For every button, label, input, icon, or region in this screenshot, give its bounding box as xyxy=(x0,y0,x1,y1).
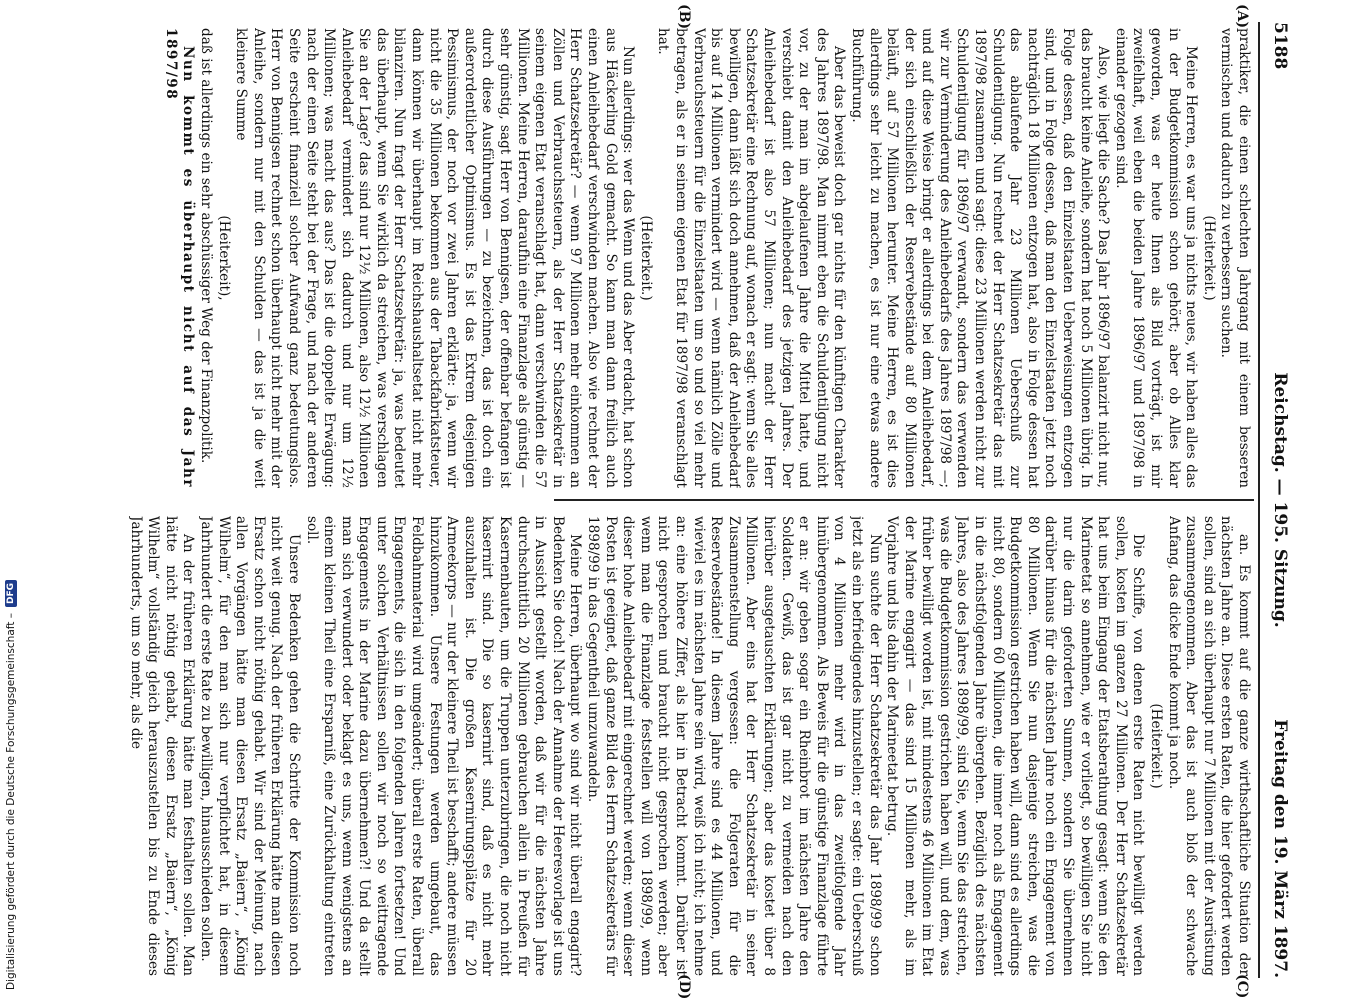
paragraph: Unsere Bedenken gehen die Schritte der Kommission noch nicht weit genug. Nach der früheren Erklärung hätte man diesen Ersatz schon nicht nöthig gehabt. Wir sind der Meinung, nach allen Vorgängen hätte man diesen Ersatz „Baiern“, „König Wilhelm“, für den man sich nur verpflichtet hat, in diesem Jahrhundert die erste Rate zu bewilligen, hinausschieden sollen. xyxy=(197,516,302,976)
margin-letter-a: (A) xyxy=(1234,4,1250,29)
paragraph: Aber das beweist doch gar nichts für den künftigen Charakter des Jahres 1897/98. Man nimmt eben die Schuldentilgung nicht vor, zu der man im abgelaufenen Jahre die Mittel hatte, und verschiebt damit den Anleihebedarf des jetzigen Jahres. Der Anleihebedarf ist also 57 Millionen; nun macht der Herr Schatzsekretär eine Rechnung auf, wonach er sagt: wenn Sie alles bewilligen, dann läßt sich doch annehmen, daß der Anleihebedarf bis auf 14 Millionen vermindert wird — wenn nämlich Zölle und Verbrauchssteuern für die Einzelstaaten um so und so viel mehr betragen, als er in seinem eigenen Etat für 1897/98 veranschlagt hat. xyxy=(655,28,848,488)
paragraph: An der früheren Erklärung hätte man festhalten sollen. Man hätte nicht nöthig gehabt, diesen Ersatz „Baiern“, „König Wilhelm“ vollständig gleich herauszustellen bis zu Ende dieses Jahrhunderts, um so mehr, als die xyxy=(127,516,197,976)
footer-text: Digitalisierung gefördert durch die Deutsche Forschungsgemeinschaft – xyxy=(5,613,17,990)
page-number: 5188 xyxy=(1270,22,1290,70)
footer xyxy=(0,0,22,1000)
paragraph: Also, wie liegt die Sache? Das Jahr 1896/97 balanzirt nicht nur, das braucht keine Anleihe, sondern hat noch 5 Millionen übrig. In Folge dessen, daß den Einzelstaaten Ueberweisungen entzogen sind, und in Folge dessen, daß man den Einzelstaaten jetzt noch nachträglich 18 Millionen entzogen hat, also in Folge dessen hat das ablaufende Jahr 23 Millionen Ueberschuß zur Schuldentilgung. Nun rechnet der Herr Schatzsekretär das mit 1897/98 zusammen und sagt: diese 23 Millionen werden nicht zur Schuldentilgung für 1896/97 verwandt, sondern das verwenden wir zur Verminderung des Anleihebedarfs des Jahres 1897/98 —; und auf diese Weise bringt er allerdings bei dem Anleihebedarf, der sich einschließlich der Reservebestände auf 80 Millionen beläuft, auf 57 Millionen herunter. Meine Herren, es ist dies allerdings sehr leicht zu machen, es ist nur eine etwas andere Buchführung. xyxy=(848,28,1112,488)
page-title: Reichstag. — 195. Sitzung. xyxy=(1270,372,1290,628)
dfg-logo: DFG xyxy=(5,580,17,607)
paragraph: Meine Herren, überhaupt wo sind wir nicht überall engagirt? Bedenken Sie doch! Nach der Annahme der Heeresvorlage ist uns in Aussicht gestellt worden, daß wir für die nächsten Jahre durchschnittlich 20 Millionen gebrauchen allein in Preußen für Kasernenbauten, um die Truppen unterzubringen, die noch nicht kasernirt sind. Die so kasernirt sind, daß es nicht mehr auszuhalten ist. Die großen Kasernirungsplätze für 20 Armeekorps — nur der kleinere Theil ist beschafft; andere müssen hinzukommen. Unsere Festungen werden umgebaut, das Feldbahnmaterial wird umgeändert; überall erste Raten, überall Engagements, die sich in den folgenden Jahren fortsetzen! Und unter solchen Verhältnissen sollen wir noch so weittragende Engagements in der Marine dazu übernehmen?! Und da stellt man sich verwundert oder beklagt es uns, wenn wenigstens an einem kleinen Theil eine Ersparniß, eine Zurückhaltung eintreten soll. xyxy=(303,516,584,976)
margin-letter-b: (B) xyxy=(676,4,692,30)
paragraph: Nun allerdings: wer das Wenn und das Aber erdacht, hat schon aus Häckerling Gold gemacht. So kann man dann freilich auch einen Anleihebedarf verschwinden machen. Also wie rechnet der Herr Schatzsekretär? — wenn 97 Millionen mehr einkommen an Zöllen und Verbrauchssteuern, als der Herr Schatzsekretär in seinem eigenen Etat veranschlagt hat, dann verschwinden die 57 Millionen. Meine Herren, daraufhin eine Finanzlage als günstig — sehr günstig, sagt Herr von Bennigsen, der offenbar befangen ist durch diese Ausführungen — zu bezeichnen, das ist doch ein außerordentlicher Optimismus. Es ist das Extrem desjenigen Pessimismus, der noch vor zwei Jahren erklärte: ja, wenn wir nicht die 35 Millionen bekommen aus der Tabackfabrikatsteuer, dann können wir überhaupt im Reichshaushaltsetat nicht mehr bilanziren. Nun fragt der Herr Schatzsekretär: ja, was bedeutet das überhaupt, wenn Sie wirklich da streichen, was verschlagen Sie an der Lage? das sind nur 12½ Millionen, also 12½ Millionen Anleihebedarf vermindert sich dadurch und nur um 12½ Millionen; was macht das aus? Das ist die doppelte Erwägung: nach der einen Seite steht bei der Frage, und nach der anderen Seite erscheint finanziell solcher Aufwand ganz bedeutungslos. Herr von Bennigsen rechnet schon überhaupt nicht mehr mit der Anleihe, sondern nur mit den Schulden — das ist ja die weit kleinere Summe xyxy=(233,28,637,488)
newspaper-page xyxy=(2,0,1302,1000)
paragraph: Nun kommt es überhaupt nicht auf das Jahr 1897/98 xyxy=(162,28,197,488)
text-column-left xyxy=(12,28,1252,488)
paragraph: Nun suchte der Herr Schatzsekretär das Jahr 1898/99 schon jetzt als ein befriedigendes hinzustellen; er sagte: ein Ueberschuß von 4 Millionen mehr wird in das zweitfolgende Jahr hinübergenommen. Als Beweis für die günstige Finanzlage führte er an: wir geben sogar ein Rheinbrot im nächsten Jahre den Soldaten. Gewiß, das ist gar nicht zu vermeiden nach den hierüber ausgetauschten Erklärungen; aber das kostet über 8 Millionen. Aber eins hat der Herr Schatzsekretär in seiner Zusammenstellung vergessen: die Folgeraten für die Reservebestände! In diesem Jahre sind es 44 Millionen, und wieviel es im nächsten Jahre sein wird, weiß ich nicht; ich nehme an: eine höhere Ziffer, als hier in Betracht kommt. Darüber ist nicht gesprochen und braucht nicht gesprochen werden; aber wenn man die Finanzlage feststellen will von 1898/99, wenn dieser hohe Anleihebedarf mit eingerechnet werden; wenn dieser Posten ist geeignet, daß ganze Bild des Herrn Schatzsekretärs für 1898/99 in das Gegentheil umzuwandeln. xyxy=(585,516,883,976)
paragraph: (Heiterkeit.) xyxy=(1148,703,1165,789)
text-column-right xyxy=(12,516,1252,976)
footer-strip xyxy=(0,0,22,1000)
page-date: Freitag den 19. März 1897. xyxy=(1270,719,1290,978)
column-divider xyxy=(554,499,1254,501)
page-header xyxy=(1262,22,1298,978)
margin-letter-c: (C) xyxy=(1234,974,1250,999)
paragraph: an. Es kommt auf die ganze wirthschaftliche Situation der nächsten Jahre an. Diese ersten Raten, die hier gefordert werden sollen, sind an sich überhaupt nur 7 Millionen mit der Ausrüstung zusammengenommen. Aber das ist auch bloß der schwache Anfang, das dicke Ende kommt ja noch. xyxy=(1165,516,1252,976)
paragraph: Die Schiffe, von denen erste Raten nicht bewilligt werden sollen, kosten im ganzen 27 Millionen. Der Herr Schatzsekretär hat uns beim Eingang der Etatsberathung gesagt: wenn Sie den Marineetat so annehmen, wie er vorliegt, so bewilligen Sie nicht nur die darin geforderten Summen, sondern Sie übernehmen darüber hinaus für die nächsten Jahre noch ein Engagement von 80 Millionen. Wenn Sie nun dasjenige streichen, was die Budgetkommission gestrichen haben will, dann sind es allerdings nicht 80, sondern 60 Millionen, die immer noch als Engagement in die nächstfolgenden Jahre übergehen. Bezüglich des nächsten Jahres, also des Jahres 1898/99, sind Sie, wenn Sie das streichen, was die Budgetkommission gestrichen haben will, und dem, was früher bewilligt worden ist, mit mindestens 46 Millionen im Etat der Marine engagirt — das sind 15 Millionen mehr, als im Vorjahre und bis dahin der Marineetat betrug. xyxy=(884,516,1147,976)
paragraph: (Heiterkeit.) xyxy=(637,215,654,301)
paragraph: praktiker, die einen schlechten Jahrgang mit einem besseren vermischen und dadurch zu verbessern suchen. xyxy=(1218,28,1252,488)
paragraph: (Heiterkeit.) xyxy=(1200,215,1217,301)
paragraph: (Heiterkeit), xyxy=(215,215,232,301)
margin-letter-d: (D) xyxy=(676,974,692,1000)
header-rule xyxy=(1258,22,1260,978)
paragraph: Meine Herren, es war uns ja nichts neues, wir haben alles das in der Budgetkommission schon gehört; aber ob Alles klar geworden, was er heute Ihnen als Bild vorträgt, ist mir zweifelhaft, weil eben die beiden Jahre 1896/97 und 1897/98 in einander gezogen sind. xyxy=(1112,28,1200,488)
paragraph: daß ist allerdings ein sehr abschüssiger Weg der Finanzpolitik. xyxy=(197,28,214,464)
